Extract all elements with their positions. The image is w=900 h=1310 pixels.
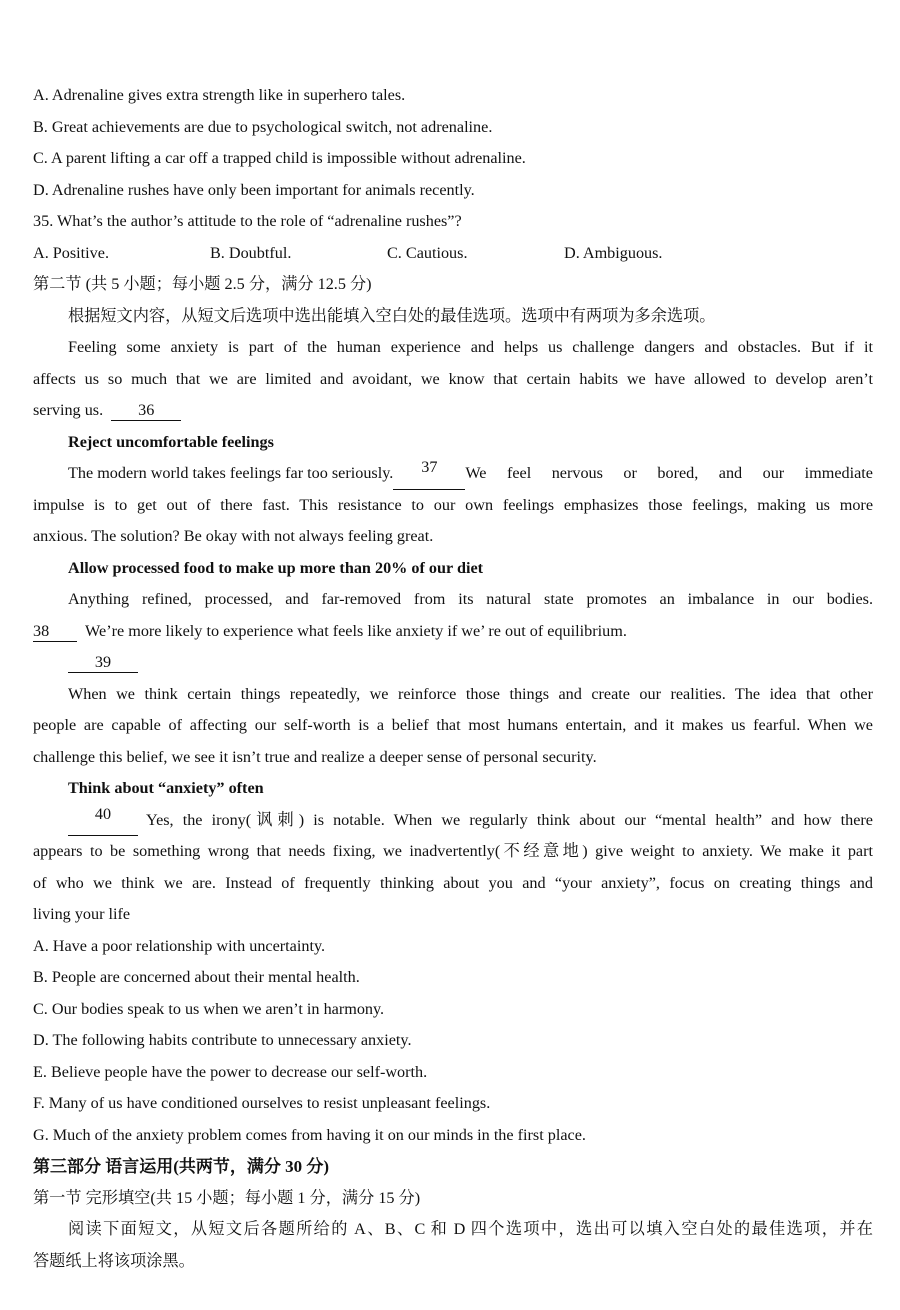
p1-line-3: anxious. The solution? Be okay with not always feeling great. [33,527,434,545]
p2-line-2-text: We’re more likely to experience what feels like anxiety if we’ re out of equilibrium. [85,621,627,640]
q35-option-d: D. Ambiguous. [564,243,663,262]
section2-heading: 第二节 (共 5 小题；每小题 2.5 分，满分 12.5 分) [33,275,372,293]
section2-instruction: 根据短文内容，从短文后选项中选出能填入空白处的最佳选项。选项中有两项为多余选项。 [68,306,716,325]
subheading-reject-feelings: Reject uncomfortable feelings [68,432,274,451]
intro-line-3 [33,395,873,427]
p1-line-1-a: The modern world takes feelings far too seriously. [68,464,394,482]
q34-option-d: D. Adrenaline rushes have only been important for animals recently. [33,180,475,199]
q35-option-a: A. Positive. [33,243,109,262]
p4-line-1-text: Yes, the irony(讽刺) is notable. When we regularly think about our “mental health” and how there [146,810,873,829]
option-d: D. The following habits contribute to unnecessary anxiety. [33,1031,412,1049]
q35-option-b: B. Doubtful. [210,243,292,262]
blank-36: 36 [111,401,181,421]
intro-line-3-text: serving us. [33,401,104,419]
p4-line-4: living your life [33,905,131,923]
p3-line-3: challenge this belief, we see it isn’t true and realize a deeper sense of personal security. [33,747,597,766]
p3-line-1: When we think certain things repeatedly, we reinforce those things and create our realities. The idea that other [68,684,873,703]
q34-option-c: C. A parent lifting a car off a trapped child is impossible without adrenaline. [33,149,526,167]
p4-line-2: appears to be something wrong that needs fixing, we inadvertently(不经意地) give weight to anxiety. We make it part [33,842,873,860]
p1-line-1 [33,458,873,490]
blank-39: 39 [68,653,138,673]
p2-line-1: Anything refined, processed, and far-removed from its natural state promotes an imbalance in our bodies. [68,590,873,608]
intro-line-2: affects us so much that we are limited and avoidant, we know that certain habits we have allowed to develop aren’t [33,369,873,388]
intro-line-1: Feeling some anxiety is part of the human experience and helps us challenge dangers and obstacles. But if it [68,338,873,356]
p4-line-1 [33,805,873,837]
part3-instruction-line-2: 答题纸上将该项涂黑。 [33,1251,195,1270]
q35-stem: 35. What’s the author’s attitude to the role of “adrenaline rushes”? [33,212,462,230]
subheading-processed-food: Allow processed food to make up more than 20% of our diet [68,558,484,577]
option-g: G. Much of the anxiety problem comes from having it on our minds in the first place. [33,1125,586,1144]
p1-line-2: impulse is to get out of there fast. This resistance to our own feelings emphasizes those feelings, making us more [33,495,873,514]
part3-instruction-line-1: 阅读下面短文，从短文后各题所给的 A、B、C 和 D 四个选项中，选出可以填入空白处的最佳选项，并在 [68,1220,873,1238]
part3-heading: 第三部分 语言运用(共两节，满分 30 分) [33,1157,330,1176]
q34-option-a: A. Adrenaline gives extra strength like in superhero tales. [33,86,406,104]
p-blank-39 [33,647,873,679]
part3-section1-heading: 第一节 完形填空(共 15 小题；每小题 1 分，满分 15 分) [33,1188,421,1207]
blank-40: 40 [68,805,138,837]
option-c: C. Our bodies speak to us when we aren’t in harmony. [33,999,385,1018]
subheading-think-anxiety: Think about “anxiety” often [68,779,264,797]
q34-option-b: B. Great achievements are due to psychological switch, not adrenaline. [33,117,493,136]
option-b: B. People are concerned about their mental health. [33,968,360,986]
p2-line-2 [33,616,873,648]
exam-page [33,80,873,1277]
option-e: E. Believe people have the power to decrease our self-worth. [33,1062,428,1081]
option-a: A. Have a poor relationship with uncertainty. [33,936,326,955]
p4-line-3: of who we think we are. Instead of frequently thinking about you and “your anxiety”, focus on creating things and [33,873,873,892]
p1-line-1-b: We feel nervous or bored, and our immediate [465,464,873,482]
blank-38: 38 [33,622,77,642]
q35-options [33,238,873,270]
p3-line-2: people are capable of affecting our self-worth is a belief that most humans entertain, and it makes us fearful. When we [33,716,873,734]
q35-option-c: C. Cautious. [387,243,468,262]
blank-37: 37 [393,458,465,490]
option-f: F. Many of us have conditioned ourselves to resist unpleasant feelings. [33,1094,491,1112]
